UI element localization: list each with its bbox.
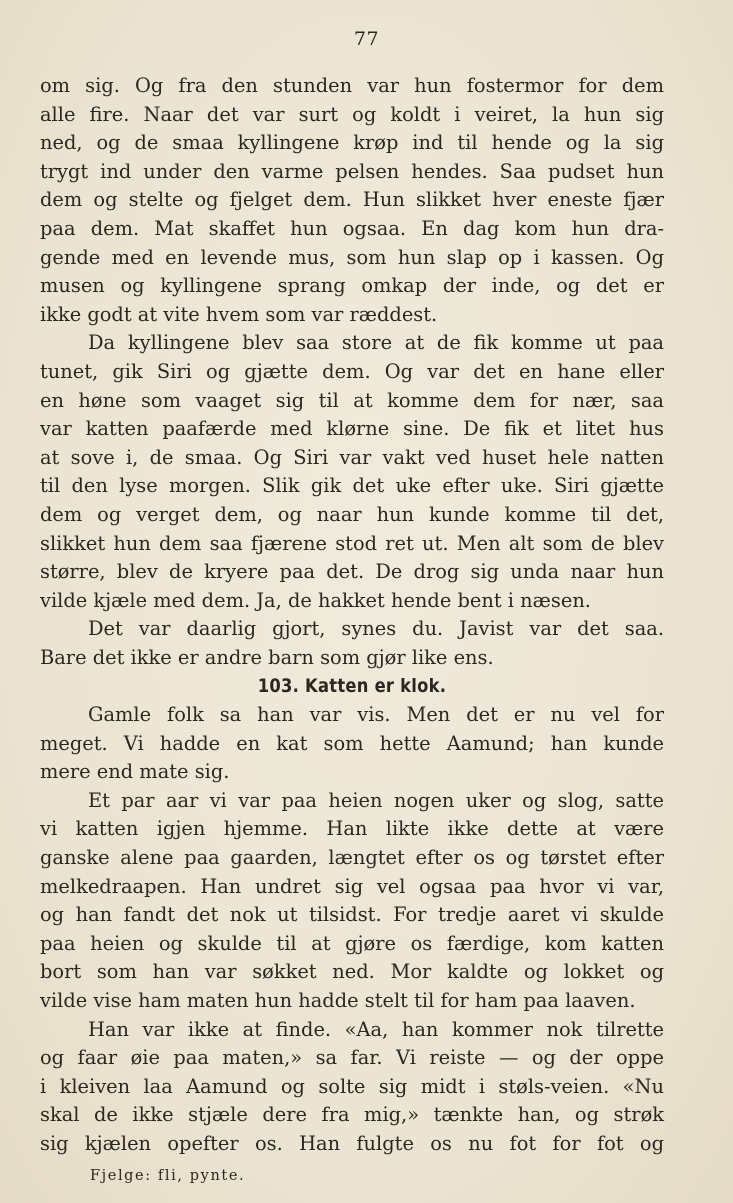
section-heading: 103. Katten er klok. — [257, 675, 447, 698]
text-line: paa dem. Mat skaffet hun ogsaa. En dag kom hun dra- — [40, 216, 664, 240]
text-line: større, blev de kryere paa det. De drog sig unda naar hun — [40, 560, 664, 584]
page-number: 77 — [353, 28, 380, 50]
text-line: var katten paafærde med klørne sine. De fik et litet hus — [40, 417, 664, 441]
text-line: ganske alene paa gaarden, længtet efter os og tørstet efter — [40, 846, 664, 870]
text-line: Et par aar vi var paa heien nogen uker og slog, satte — [88, 788, 664, 812]
text-line: Bare det ikke er andre barn som gjør like ens. — [40, 645, 494, 669]
text-line: skal de ikke stjæle dere fra mig,» tænkte han, og strøk — [40, 1103, 664, 1127]
body-text — [40, 72, 664, 1159]
text-line: vi katten igjen hjemme. Han likte ikke dette at være — [40, 817, 664, 841]
text-line: at sove i, de smaa. Og Siri var vakt ved huset hele natten — [40, 445, 664, 469]
text-line: tunet, gik Siri og gjætte dem. Og var det en hane eller — [40, 359, 664, 383]
text-line: vilde vise ham maten hun hadde stelt til for ham paa laaven. — [40, 989, 636, 1012]
text-line: mere end mate sig. — [40, 760, 230, 784]
text-line: ikke godt at vite hvem som var ræddest. — [40, 302, 438, 326]
text-line: musen og kyllingene sprang omkap der inde, og det er — [40, 274, 664, 298]
text-line: i kleiven laa Aamund og solte sig midt i støls-veien. «Nu — [40, 1074, 664, 1098]
text-line: en høne som vaaget sig til at komme dem for nær, saa — [40, 388, 664, 412]
text-line: gende med en levende mus, som hun slap op i kassen. Og — [40, 245, 664, 269]
text-line: sig kjælen opefter os. Han fulgte os nu fot for fot og — [40, 1131, 664, 1155]
text-line: slikket hun dem saa fjærene stod ret ut. Men alt som de blev — [40, 531, 664, 555]
text-line: vilde kjæle med dem. Ja, de hakket hende bent i næsen. — [40, 588, 591, 612]
text-line: bort som han var søkket ned. Mor kaldte og lokket og — [40, 960, 664, 984]
footnote: Fjelge: fli, pynte. — [90, 1168, 246, 1184]
text-line: dem og verget dem, og naar hun kunde komme til det, — [40, 502, 664, 526]
text-line: om sig. Og fra den stunden var hun fostermor for dem — [40, 74, 664, 97]
text-line: Det var daarlig gjort, synes du. Javist var det saa. — [88, 617, 664, 641]
text-line: Da kyllingene blev saa store at de fik komme ut paa — [88, 331, 664, 355]
text-line: Han var ikke at finde. «Aa, han kommer nok tilrette — [88, 1017, 664, 1041]
text-line: til den lyse morgen. Slik gik det uke efter uke. Siri gjætte — [40, 474, 664, 498]
text-line: meget. Vi hadde en kat som hette Aamund; han kunde — [40, 731, 664, 755]
text-line: melkedraapen. Han undret sig vel ogsaa paa hvor vi var, — [40, 874, 664, 898]
text-line: og faar øie paa maten,» sa far. Vi reiste — og der oppe — [40, 1046, 664, 1070]
text-line: trygt ind under den varme pelsen hendes. Saa pudset hun — [40, 159, 664, 183]
text-line: dem og stelte og fjelget dem. Hun slikket hver eneste fjær — [40, 188, 664, 212]
text-line: alle fire. Naar det var surt og koldt i veiret, la hun sig — [40, 102, 664, 126]
text-line: og han fandt det nok ut tilsidst. For tredje aaret vi skulde — [40, 903, 664, 927]
text-line: paa heien og skulde til at gjøre os færdige, kom katten — [40, 931, 664, 955]
text-line: ned, og de smaa kyllingene krøp ind til hende og la sig — [40, 131, 664, 155]
text-line: Gamle folk sa han var vis. Men det er nu vel for — [88, 703, 664, 727]
